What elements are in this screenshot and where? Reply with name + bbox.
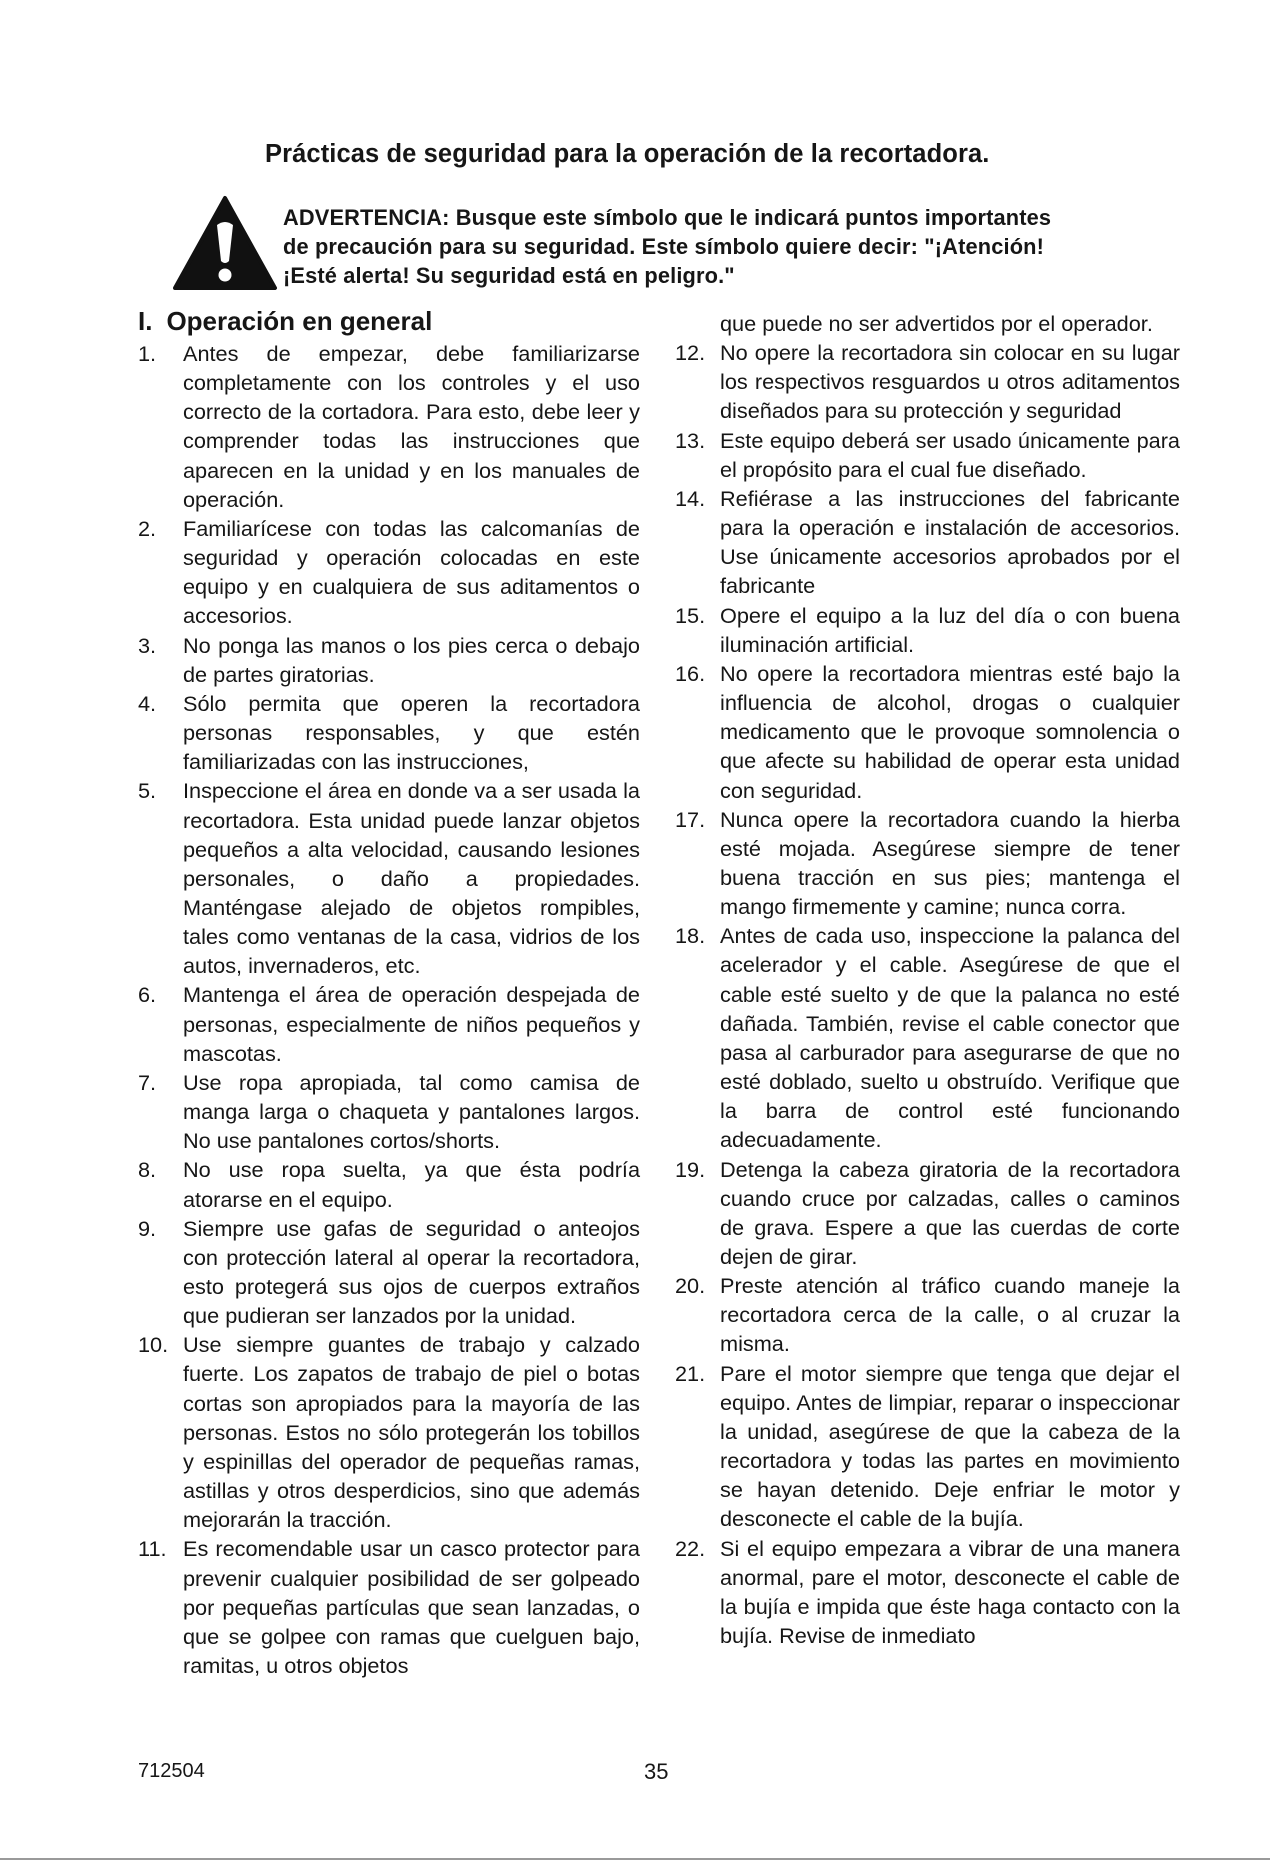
list-item: 16. No opere la recortadora mientras esté bajo la influencia de alcohol, drogas o cualquier medicamento que le provoque somnolencia o que afecte su habilidad de operar esta unidad con seguridad. [675, 660, 1180, 803]
list-item: 13. Este equipo deberá ser usado únicamente para el propósito para el cual fue diseñado. [675, 427, 1180, 482]
warning-line-1: ADVERTENCIA: Busque este símbolo que le indicará puntos importantes [283, 205, 1052, 230]
page-number: 35 [644, 1759, 669, 1784]
section-number: I. [138, 306, 153, 336]
warning-triangle-icon [172, 195, 278, 291]
list-item: 4. Sólo permita que operen la recortadora personas responsables, y que estén familiarizadas con las instrucciones, [138, 690, 640, 775]
warning-line-3: ¡Esté alerta! Su seguridad está en peligro." [283, 263, 735, 288]
list-item: 7. Use ropa apropiada, tal como camisa de manga larga o chaqueta y pantalones largos. No use pantalones cortos/shorts. [138, 1069, 640, 1154]
list-item: 9. Siempre use gafas de seguridad o anteojos con protección lateral al operar la recortadora, esto protegerá sus ojos de cuerpos extraños que pudieran ser lanzados por la unidad. [138, 1215, 640, 1329]
list-item: 8. No use ropa suelta, ya que ésta podría atorarse en el equipo. [138, 1157, 640, 1212]
list-item: 15. Opere el equipo a la luz del día o con buena iluminación artificial. [675, 602, 1180, 657]
list-item: 6. Mantenga el área de operación despejada de personas, especialmente de niños pequeños y mascotas. [138, 982, 640, 1066]
list-item: 22. Si el equipo empezara a vibrar de una manera anormal, pare el motor, desconecte el cable de la bujía e impida que éste haga contacto con la bujía. Revise de inmediato [675, 1535, 1180, 1649]
list-item: 3. No ponga las manos o los pies cerca o debajo de partes giratorias. [138, 632, 640, 687]
list-item: 10. Use siempre guantes de trabajo y calzado fuerte. Los zapatos de trabajo de piel o botas cortas son apropiados para la mayoría de las personas. Estos no sólo protegerán los tobillos y espinillas del operador de pequeñas ramas, astillas y otros desperdicios, sino que además mejorarán la tracción. [138, 1332, 640, 1533]
list-item: 2. Familiarícese con todas las calcomanías de seguridad y operación colocadas en este equipo y en cualquiera de sus aditamentos o accesorios. [138, 515, 640, 629]
list-item: 17. Nunca opere la recortadora cuando la hierba esté mojada. Asegúrese siempre de tener buena tracción en sus pies; mantenga el mango firmemente y camine; nunca corra. [675, 806, 1180, 920]
warning-line-2: de precaución para su seguridad. Este símbolo quiere decir: "¡Atención! [283, 234, 1045, 259]
page-title: Prácticas de seguridad para la operación de la recortadora. [265, 140, 990, 168]
list-item: 21. Pare el motor siempre que tenga que dejar el equipo. Antes de limpiar, reparar o inspeccionar la unidad, asegúrese de que la cabeza de la recortadora y todas las partes en movimiento se hayan detenido. Deje enfriar le motor y desconecte el cable de la bujía. [675, 1360, 1180, 1532]
list-item: 12. No opere la recortadora sin colocar en su lugar los respectivos resguardos u otros aditamentos diseñados para su protección y seguridad [675, 340, 1180, 424]
section-title: Operación en general [166, 306, 433, 336]
right-column [675, 309, 1180, 1650]
list-item: 19. Detenga la cabeza giratoria de la recortadora cuando cruce por calzadas, calles o caminos de grava. Espere a que las cuerdas de corte dejen de girar. [675, 1156, 1180, 1269]
warning-text [283, 203, 1143, 290]
list-item: 18. Antes de cada uso, inspeccione la palanca del acelerador y el cable. Asegúrese de que el cable esté suelto y de que la palanca no esté dañada. También, revise el cable conector que pasa al carburador para asegurarse de que no esté doblado, suelto u obstruído. Verifique que la barra de control esté funcionando adecuadamente. [675, 923, 1180, 1153]
list-item: 14. Refiérase a las instrucciones del fabricante para la operación e instalación de accesorios. Use únicamente accesorios aprobados por el fabricante [675, 485, 1180, 599]
list-item: 5. Inspeccione el área en donde va a ser usada la recortadora. Esta unidad puede lanzar objetos pequeños a alta velocidad, causando lesiones personales, o daño a propiedades. Manténgase alejado de objetos rompibles, tales como ventanas de la casa, vidrios de los autos, invernaderos, etc. [138, 778, 640, 979]
bottom-rule [0, 1858, 1270, 1860]
list-item: 20. Preste atención al tráfico cuando maneje la recortadora cerca de la calle, o al cruzar la misma. [675, 1273, 1180, 1357]
continued-text: que puede no ser advertidos por el operador. [720, 311, 1153, 336]
document-code: 712504 [138, 1760, 205, 1782]
section-heading [138, 306, 432, 337]
list-item: 1. Antes de empezar, debe familiarizarse completamente con los controles y el uso correcto de la cortadora. Para esto, debe leer y comprender todas las instrucciones que aparecen en la unidad y en los manuales de operación. [138, 341, 640, 512]
list-item: 11. Es recomendable usar un casco protector para prevenir cualquier posibilidad de ser golpeado por pequeñas partículas que sean lanzadas, o que se golpee con ramas que cuelguen bajo, ramitas, u otros objetos [138, 1536, 640, 1679]
left-column [138, 339, 640, 1680]
